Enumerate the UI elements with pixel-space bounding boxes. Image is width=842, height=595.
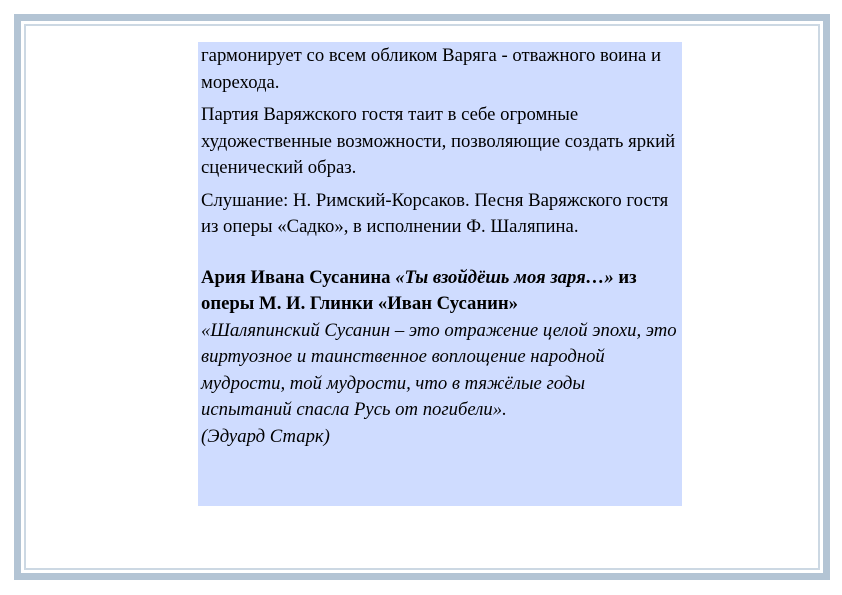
- paragraph-varyag-part: Партия Варяжского гостя таит в себе огромные художественные возможности, позволяющие создать яркий сценический образ.: [201, 104, 676, 178]
- paragraph-listening: Слушание: Н. Римский-Корсаков. Песня Варяжского гостя из оперы «Садко», в исполнении Ф. Шаляпина.: [201, 189, 669, 237]
- blank-line: [201, 247, 679, 265]
- aria-heading-prefix: Ария Ивана Сусанина: [201, 266, 396, 288]
- quote-text: «Шаляпинский Сусанин – это отражение целой эпохи, это виртуозное и таинственное воплощение народной мудрости, той мудрости, что в тяжёлые годы испытаний спасла Русь от погибели».: [201, 319, 677, 420]
- text-box: [198, 42, 682, 506]
- paragraph-varyag-image: гармонирует со всем обликом Варяга - отважного воина и морехода.: [201, 45, 662, 93]
- aria-heading-title: «Ты взойдёшь моя заря…»: [395, 266, 614, 288]
- quote-author: (Эдуард Старк): [201, 425, 330, 447]
- aria-heading-suffix: из оперы М. И. Глинки «Иван Сусанин»: [201, 266, 637, 314]
- aria-heading: [201, 265, 679, 318]
